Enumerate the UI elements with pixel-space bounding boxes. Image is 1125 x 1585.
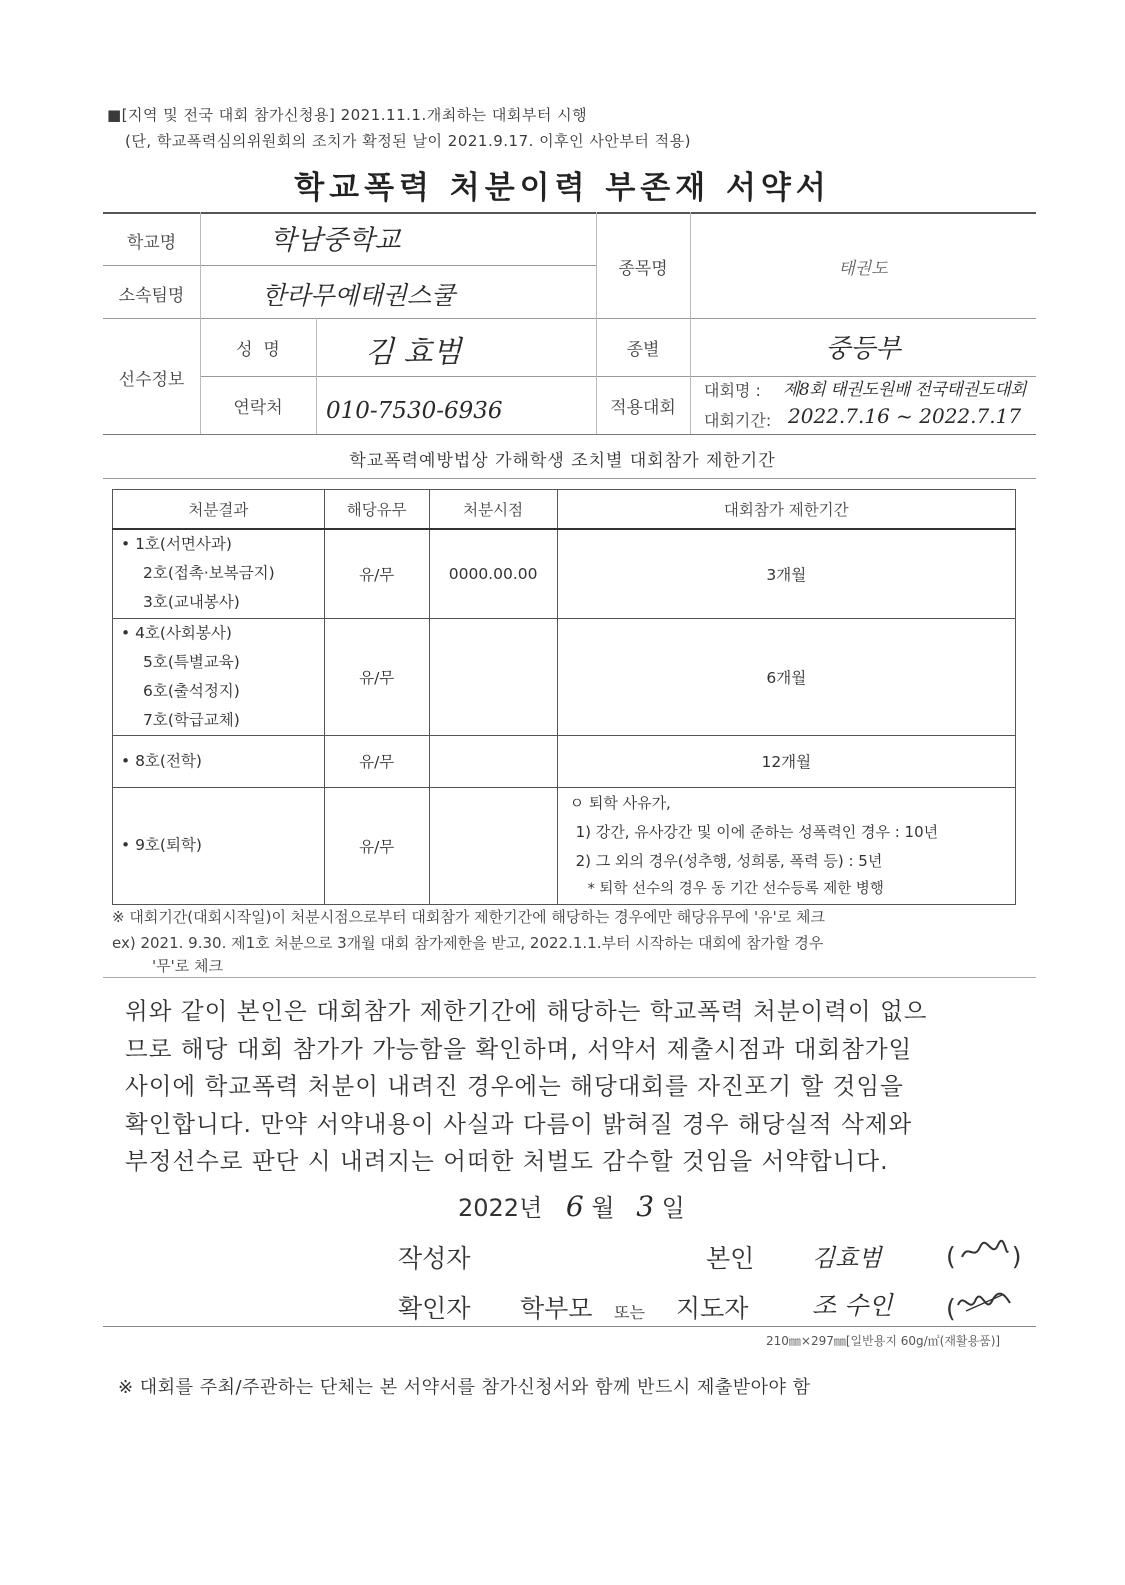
table-row <box>113 787 1016 904</box>
period-cell: 12개월 <box>557 735 1015 787</box>
limits-table <box>112 489 1016 905</box>
event-name-label: 대회명 : <box>704 381 761 400</box>
name-value: 김 효범 <box>365 335 462 370</box>
header-notice-line1: ■[지역 및 전국 대회 참가신청용] 2021.11.1.개최하는 대회부터 시행 <box>107 106 588 124</box>
signature-scribble-icon <box>958 1239 1010 1265</box>
header-applies: 해당유무 <box>324 490 429 530</box>
event-label: 적용대회 <box>610 398 676 418</box>
header-result: 처분결과 <box>113 490 325 530</box>
note-line2: ex) 2021. 9.30. 제1호 처분으로 3개월 대회 참가제한을 받고, 2022.1.1.부터 시작하는 대회에 참가할 경우 <box>112 934 824 952</box>
table-row <box>113 529 1016 618</box>
table-row <box>113 618 1016 735</box>
contact-value: 010-7530-6936 <box>326 398 503 424</box>
applies-cell: 유/무 <box>324 529 429 618</box>
name-label: 성 명 <box>236 340 280 360</box>
note-line1: ※ 대회기간(대회시작일)이 처분시점으로부터 대회참가 제한기간에 해당하는 경우에만 해당유무에 '유'로 체크 <box>112 908 825 926</box>
result-cell: • 1호(서면사과) 2호(접촉·보복금지) 3호(교내봉사) <box>113 529 325 618</box>
event-period-label: 대회기간: <box>704 411 772 430</box>
date-cell: 0000.00.00 <box>429 529 557 618</box>
date-cell <box>429 787 557 904</box>
sport-label: 종목명 <box>618 259 668 279</box>
period-cell: 3개월 <box>557 529 1015 618</box>
date-day-unit: 일 <box>661 1194 685 1222</box>
event-period-value: 2022.7.16 ~ 2022.7.17 <box>788 404 1022 428</box>
team-value: 한라무예태권스쿨 <box>262 281 456 310</box>
table-row <box>113 735 1016 787</box>
self-seal: ( ) <box>946 1239 1022 1271</box>
date-year: 2022년 <box>458 1194 543 1222</box>
limits-caption: 학교폭력예방법상 가해학생 조치별 대회참가 제한기간 <box>349 451 776 471</box>
self-signature-mark <box>956 1239 1012 1270</box>
school-value: 학남중학교 <box>270 225 401 256</box>
date-line <box>458 1188 685 1223</box>
result-cell: • 9호(퇴학) <box>113 787 325 904</box>
date-month: 6 <box>565 1190 584 1223</box>
confirmer-label: 확인자 <box>398 1294 471 1323</box>
confirmer-name: 조 수인 <box>812 1291 893 1320</box>
applies-cell: 유/무 <box>324 787 429 904</box>
division-label: 종별 <box>626 340 660 360</box>
period-cell: 6개월 <box>557 618 1015 735</box>
paper-spec: 210㎜×297㎜[일반용지 60g/㎡(재활용품)] <box>766 1334 1001 1348</box>
applies-cell: 유/무 <box>324 618 429 735</box>
self-name: 김효범 <box>812 1244 882 1272</box>
signature-scribble-icon <box>956 1289 1012 1317</box>
date-day: 3 <box>636 1190 655 1223</box>
header-date: 처분시점 <box>429 490 557 530</box>
pledge-text: 위와 같이 본인은 대회참가 제한기간에 해당하는 학교폭력 처분이력이 없으 므로 해당 대회 참가가 가능함을 확인하며, 서약서 제출시점과 대회참가일 사이에 학교폭력 처분이 내려진 경우에는 해당대회를 자진포기 할 것임을 확인합니다. 만약 서약내용이 사실과 다름이 밝혀질 경우 해당실적 삭제와 부정선수로 판단 시 내려지는 어떠한 처벌도 감수할 것임을 서약합니다. <box>125 997 928 1175</box>
table-header-row <box>113 490 1016 530</box>
confirmer-seal: ( <box>946 1289 1012 1323</box>
coach-label: 지도자 <box>676 1294 749 1323</box>
result-cell: • 4호(사회봉사) 5호(특별교육) 6호(출석정지) 7호(학급교체) <box>113 618 325 735</box>
contact-label: 연락처 <box>233 398 283 418</box>
date-cell <box>429 618 557 735</box>
division-value: 중등부 <box>825 334 901 364</box>
confirmer-signature-mark <box>956 1289 1012 1323</box>
parent-label: 학부모 <box>520 1294 593 1323</box>
header-period: 대회참가 제한기간 <box>557 490 1015 530</box>
note-line3: '무'로 체크 <box>152 957 223 975</box>
period-cell: ㅇ 퇴학 사유가, 1) 강간, 유사강간 및 이에 준하는 성폭력인 경우 : 10년 2) 그 외의 경우(성추행, 성희롱, 폭력 등) : 5년 * 퇴학 선수의 경우 동 기간 선수등록 제한 병행 <box>557 787 1015 904</box>
school-label: 학교명 <box>126 233 177 253</box>
date-cell <box>429 735 557 787</box>
document-title: 학교폭력 처분이력 부존재 서약서 <box>294 170 831 206</box>
sport-value: 태권도 <box>838 259 888 279</box>
writer-label: 작성자 <box>398 1244 471 1273</box>
or-label: 또는 <box>614 1303 645 1322</box>
player-info-label: 선수정보 <box>118 370 185 390</box>
applies-cell: 유/무 <box>324 735 429 787</box>
date-month-unit: 월 <box>591 1194 615 1222</box>
result-cell: • 8호(전학) <box>113 735 325 787</box>
header-notice-line2: (단, 학교폭력심의위원회의 조치가 확정된 날이 2021.9.17. 이후인 사안부터 적용) <box>125 132 691 150</box>
footer-note: ※ 대회를 주최/주관하는 단체는 본 서약서를 참가신청서와 함께 반드시 제출받아야 함 <box>118 1377 811 1398</box>
self-label: 본인 <box>706 1244 755 1273</box>
team-label: 소속팀명 <box>118 286 185 306</box>
event-name-value: 제8회 태권도원배 전국태권도대회 <box>783 380 1027 400</box>
